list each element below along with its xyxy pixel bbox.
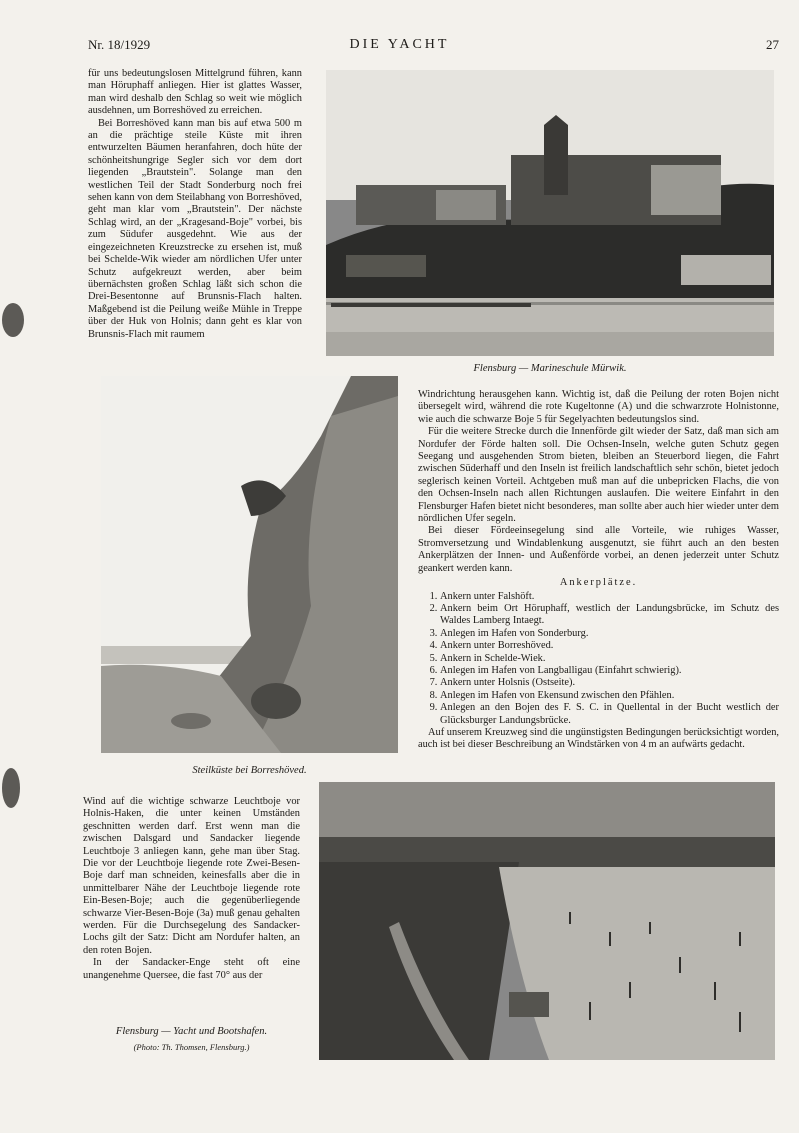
- paragraph: Windrichtung herausgehen kann. Wichtig ist, daß die Peilung der roten Bojen nicht übersegelt wird, während die rote Kugeltonne (A) und die schwarzrote Holnistonne, wie auch die schwarze Boje 5 für Segelyachten bedeutungslos sind.: [418, 389, 779, 425]
- text-column-left-top: [88, 68, 302, 341]
- paragraph: Wind auf die wichtige schwarze Leuchtboje vor Holnis-Haken, die unter keinen Umständen geschnitten werden darf. Erst wenn man die zwischen Dalsgard und Sandacker liegende Leuchtboje 3 anliegen kann, gehe man über Stag. Die vor der Leuchtboje liegende rote Zwei-Besen-Boje darf man schneiden, keinesfalls aber die in unmittelbarer Nähe der Leuchtboje liegende rote Ein-Besen-Boje; auch die gegenüberliegende schwarze Vier-Besen-Boje (3a) muß genau gehalten werden. Für die Durchsegelung des Sandacker-Lochs gilt der Satz: Dicht am Nordufer halten, an den roten Bojen.: [83, 796, 300, 956]
- list-item: 8. Anlegen im Hafen von Ekensund zwischen den Pfählen.: [440, 690, 779, 702]
- binding-hole-mark: [2, 768, 20, 808]
- photo-marineschule: [326, 70, 774, 356]
- paragraph: für uns bedeutungslosen Mittelgrund führen, kann man Höruphaff anliegen. Hier ist glattes Wasser, man wird deshalb den Schlag so weit wie möglich ausdehnen, um Borreshöved zu erreichen.: [88, 68, 302, 117]
- text-column-right-middle: [418, 389, 779, 752]
- photo-credit: (Photo: Th. Thomsen, Flensburg.): [133, 1042, 250, 1052]
- paragraph: Bei Borreshöved kann man bis auf etwa 500 m an die prächtige steile Küste mit ihren entwurzelten Bäumen heranfahren, doch hüte der schönheitshungrige Segler sich vor dem dort liegenden „Brautstein". Solange man den westlichen Teil der Stadt Sonderburg noch frei sehen kann von dem Steilabhang von Borreshöved, geht man klar vom „Brautstein". Der nächste Schlag wird, an der „Kragesand-Boje" vorbei, bis zum Südufer ausgedehnt. Wie aus der eingezeichneten Kreuzstrecke zu ersehen ist, muß bei Schelde-Wik wieder am nördlichen Ufer unter Schutz aufgekreuzt werden, aber beim übernächsten großen Schlag läßt sich schon die Drei-Besentonne auf Brunsnis-Flach halten. Maßgebend ist die Peilung weiße Mühle in Treppe über der Huk von Holnis; dann geht es klar von Brunsnis-Flach mit raumem: [88, 117, 302, 340]
- list-item: 4. Ankern unter Borreshöved.: [440, 640, 779, 652]
- photo-bootshafen: [319, 782, 775, 1060]
- paragraph: Für die weitere Strecke durch die Innenförde gilt wieder der Satz, daß man sich am Nordufer der Förde halten soll. Die Ochsen-Inseln, welche guten Schutz gegen Seegang und ausgehenden Strom bieten, bleiben an Steuerbord liegen, die Fahrt zwischen Süderhaff und den Inseln ist freilich landschaftlich sehr schön, bietet jedoch seglerisch keinen Vorteil. Achtgeben muß man auf die unbepricken Flachs, die von den Ochsen-Inseln nach allen Richtungen auslaufen. Die weitere Einfahrt in den Flensburger Hafen bietet nicht besonderes, man sollte aber auch hier wieder unter dem nördlichen Ufer segeln.: [418, 426, 779, 525]
- photo-steilkueste: [101, 376, 398, 753]
- caption-marineschule: Flensburg — Marineschule Mürwik.: [473, 363, 627, 374]
- list-item: 7. Ankern unter Holsnis (Ostseite).: [440, 677, 779, 689]
- caption-steilkueste: Steilküste bei Borreshöved.: [192, 765, 307, 776]
- journal-title: DIE YACHT: [349, 37, 450, 52]
- anchorage-list: [418, 591, 779, 727]
- list-item: 9. Anlegen an den Bojen des F. S. C. in Quellental in der Bucht westlich der Glücksburger Landungsbrücke.: [440, 702, 779, 727]
- list-item: 3. Anlegen im Hafen von Sonderburg.: [440, 628, 779, 640]
- text-column-left-bottom: [83, 796, 300, 982]
- paragraph: In der Sandacker-Enge steht oft eine unangenehme Quersee, die fast 70° aus der: [83, 957, 300, 981]
- page-number: 27: [766, 37, 779, 52]
- caption-bootshafen: Flensburg — Yacht und Bootshafen.: [115, 1026, 268, 1037]
- paragraph: Auf unserem Kreuzweg sind die ungünstigsten Bedingungen berücksichtigt worden, auch ist bei dieser Beschreibung an Windstärken von 4 m an aufwärts gedacht.: [418, 726, 779, 751]
- binding-hole-mark: [2, 303, 24, 337]
- list-item: 6. Anlegen im Hafen von Langballigau (Einfahrt schwierig).: [440, 665, 779, 677]
- issue-number: Nr. 18/1929: [88, 37, 151, 52]
- list-item: 2. Ankern beim Ort Höruphaff, westlich der Landungsbrücke, im Schutz des Waldes Lamberg Intaegt.: [440, 603, 779, 628]
- anchorage-heading: Ankerplätze.: [559, 577, 638, 589]
- list-item: 1. Ankern unter Falshöft.: [440, 591, 779, 603]
- list-item: 5. Ankern in Schelde-Wiek.: [440, 653, 779, 665]
- paragraph: Bei dieser Fördeeinsegelung sind alle Vorteile, wie ruhiges Wasser, Stromversetzung und Windablenkung ausgenutzt, sie führt auch an den besten Ankerplätzen der Innen- und Außenförde vorbei, an denen jederzeit unter Schutz geankert werden kann.: [418, 525, 779, 574]
